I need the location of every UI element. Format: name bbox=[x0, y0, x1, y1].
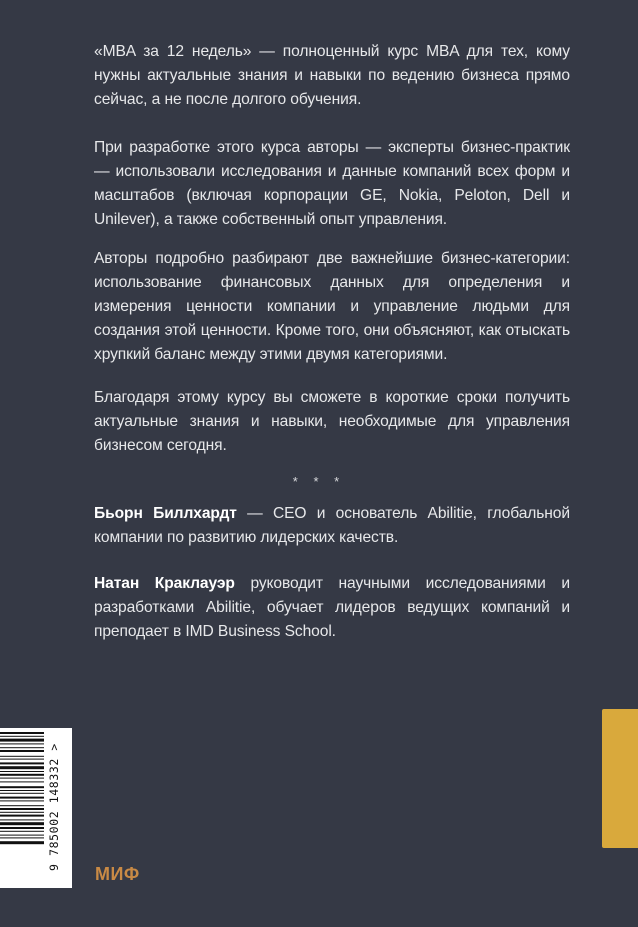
author-bio-text bbox=[94, 572, 570, 644]
section-separator: * * * bbox=[292, 474, 346, 489]
barcode-digits: 9 785002 148332 > bbox=[47, 743, 61, 871]
paragraph-text: Благодаря этому курсу вы сможете в короткие сроки получить актуальные знания и навыки, необходимые для управления бизнесом сегодня. bbox=[94, 389, 570, 454]
author-description: руководит научными исследованиями и разработками Abilitie, обучает лидеров ведущих компаний и преподает в IMD Business School. bbox=[94, 575, 570, 640]
paragraph-text: При разработке этого курса авторы — эксперты бизнес-практик — использовали исследования и данные компаний всех форм и масштабов (включая корпорации GE, Nokia, Peloton, Dell и Unilever), а также собственный опыт управления. bbox=[94, 139, 570, 228]
author-bio-text bbox=[94, 502, 570, 550]
isbn-barcode bbox=[0, 728, 72, 888]
description-paragraph-4 bbox=[94, 386, 570, 458]
paragraph-text: Авторы подробно разбирают две важнейшие бизнес-категории: использование финансовых данных для определения и измерения ценности компании и управление людьми для создания этой ценности. Кроме того, они объясняют, как отыскать хрупкий баланс между этими двумя категориями. bbox=[94, 250, 570, 363]
description-paragraph-3 bbox=[94, 247, 570, 367]
author-bio-1 bbox=[94, 502, 570, 550]
author-bio-2 bbox=[94, 572, 570, 644]
description-paragraph-2 bbox=[94, 136, 570, 232]
gold-spine-tab bbox=[602, 709, 638, 848]
author-name: Натан Краклауэр bbox=[94, 575, 235, 592]
author-description: — CEO и основатель Abilitie, глобальной компании по развитию лидерских качеств. bbox=[94, 505, 570, 546]
paragraph-text: «MBA за 12 недель» — полноценный курс MBA для тех, кому нужны актуальные знания и навыки по ведению бизнеса прямо сейчас, а не после долгого обучения. bbox=[94, 43, 570, 108]
description-paragraph-1 bbox=[94, 40, 570, 112]
author-name: Бьорн Биллхардт bbox=[94, 505, 237, 522]
barcode-bars bbox=[0, 728, 72, 888]
publisher-logo: МИФ bbox=[95, 864, 140, 884]
